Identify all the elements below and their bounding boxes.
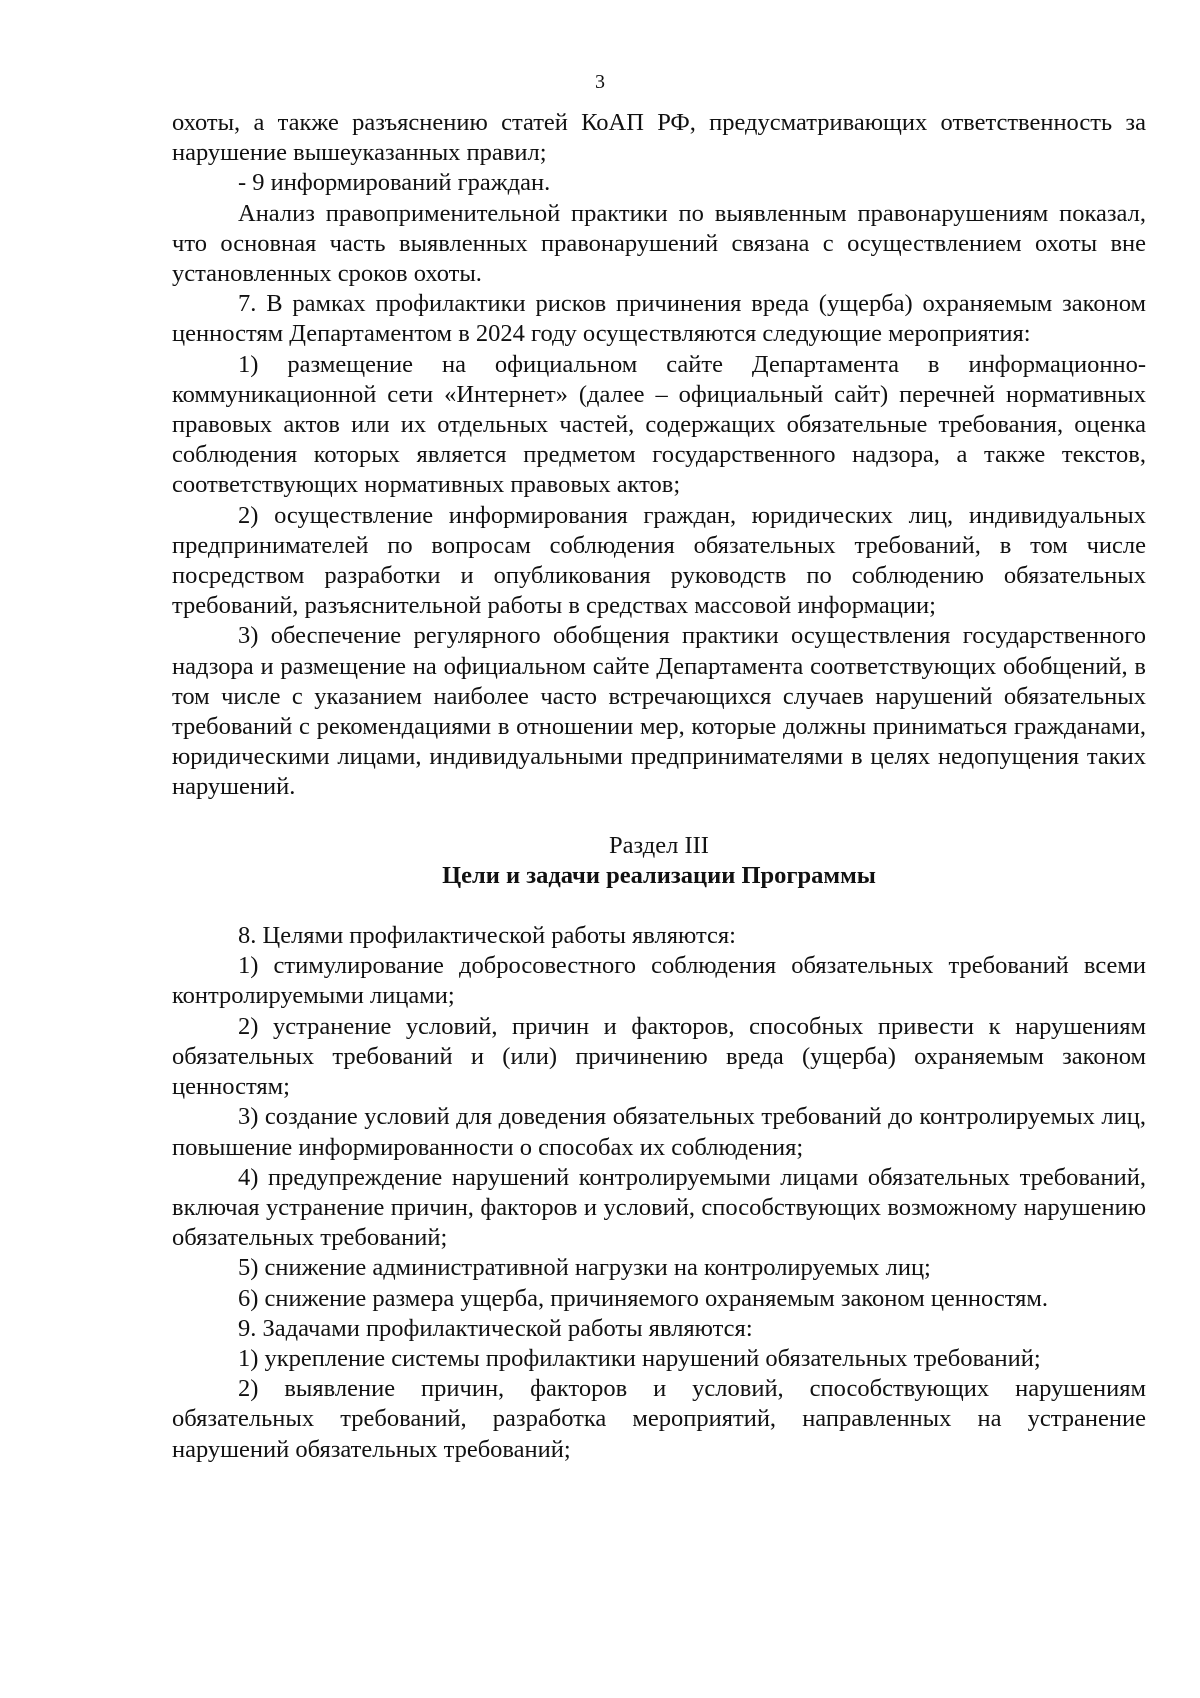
section-title: Цели и задачи реализации Программы <box>442 861 876 889</box>
paragraph-item-8-4: 4) предупреждение нарушений контролируемыми лицами обязательных требований, включая устранение причин, факторов и условий, способствующих возможному нарушению обязательных требований; <box>172 1163 1146 1252</box>
paragraph-analysis: Анализ правоприменительной практики по выявленным правонарушениям показал, что основная часть выявленных правонарушений связана с осуществлением охоты вне установленных сроков охоты. <box>172 199 1146 288</box>
paragraph-item-8-6: 6) снижение размера ущерба, причиняемого охраняемым законом ценностям. <box>238 1284 1049 1312</box>
paragraph-item-7-2: 2) осуществление информирования граждан, юридических лиц, индивидуальных предпринимателей по вопросам соблюдения обязательных требований, в том числе посредством разработки и опубликования руководств по соблюдению обязательных требований, разъяснительной работы в средствах массовой информации; <box>172 501 1146 620</box>
paragraph-continuation: охоты, а также разъяснению статей КоАП РФ, предусматривающих ответственность за нарушение вышеуказанных правил; <box>172 109 1146 167</box>
paragraph-item-9: 9. Задачами профилактической работы являются: <box>238 1314 753 1342</box>
section-gap <box>172 891 1146 921</box>
page-number: 3 <box>595 71 605 93</box>
paragraph-item-8: 8. Целями профилактической работы являются: <box>238 922 736 950</box>
paragraph-item-9-2: 2) выявление причин, факторов и условий, способствующих нарушениям обязательных требований, разработка мероприятий, направленных на устранение нарушений обязательных требований; <box>172 1375 1146 1463</box>
document-body <box>172 108 1146 1465</box>
paragraph-item-7-3: 3) обеспечение регулярного обобщения практики осуществления государственного надзора и размещение на официальном сайте Департамента соответствующих обобщений, в том числе с указанием наиболее часто встречающихся случаев нарушений обязательных требований с рекомендациями в отношении мер, которые должны приниматься гражданами, юридическими лицами, индивидуальными предпринимателями в целях недопущения таких нарушений. <box>172 622 1146 801</box>
paragraph-item-7: 7. В рамках профилактики рисков причинения вреда (ущерба) охраняемым законом ценностям Департаментом в 2024 году осуществляются следующие мероприятия: <box>172 290 1146 348</box>
paragraph-item-8-3: 3) создание условий для доведения обязательных требований до контролируемых лиц, повышение информированности о способах их соблюдения; <box>172 1103 1146 1161</box>
section-heading <box>172 831 1146 891</box>
paragraph-item-8-1: 1) стимулирование добросовестного соблюдения обязательных требований всеми контролируемыми лицами; <box>172 952 1146 1010</box>
paragraph-item-9-1: 1) укрепление системы профилактики нарушений обязательных требований; <box>238 1344 1041 1372</box>
section-number: Раздел III <box>609 831 709 859</box>
paragraph-item-8-5: 5) снижение административной нагрузки на контролируемых лиц; <box>238 1254 931 1282</box>
paragraph-informing-count: - 9 информирований граждан. <box>238 169 551 197</box>
paragraph-item-7-1: 1) размещение на официальном сайте Департамента в информационно-коммуникационной сети «Интернет» (далее – официальный сайт) перечней нормативных правовых актов или их отдельных частей, содержащих обязательные требования, оценка соблюдения которых является предметом государственного надзора, а также текстов, соответствующих нормативных правовых актов; <box>172 350 1146 499</box>
paragraph-item-8-2: 2) устранение условий, причин и факторов, способных привести к нарушениям обязательных требований и (или) причинению вреда (ущерба) охраняемым законом ценностям; <box>172 1012 1146 1101</box>
